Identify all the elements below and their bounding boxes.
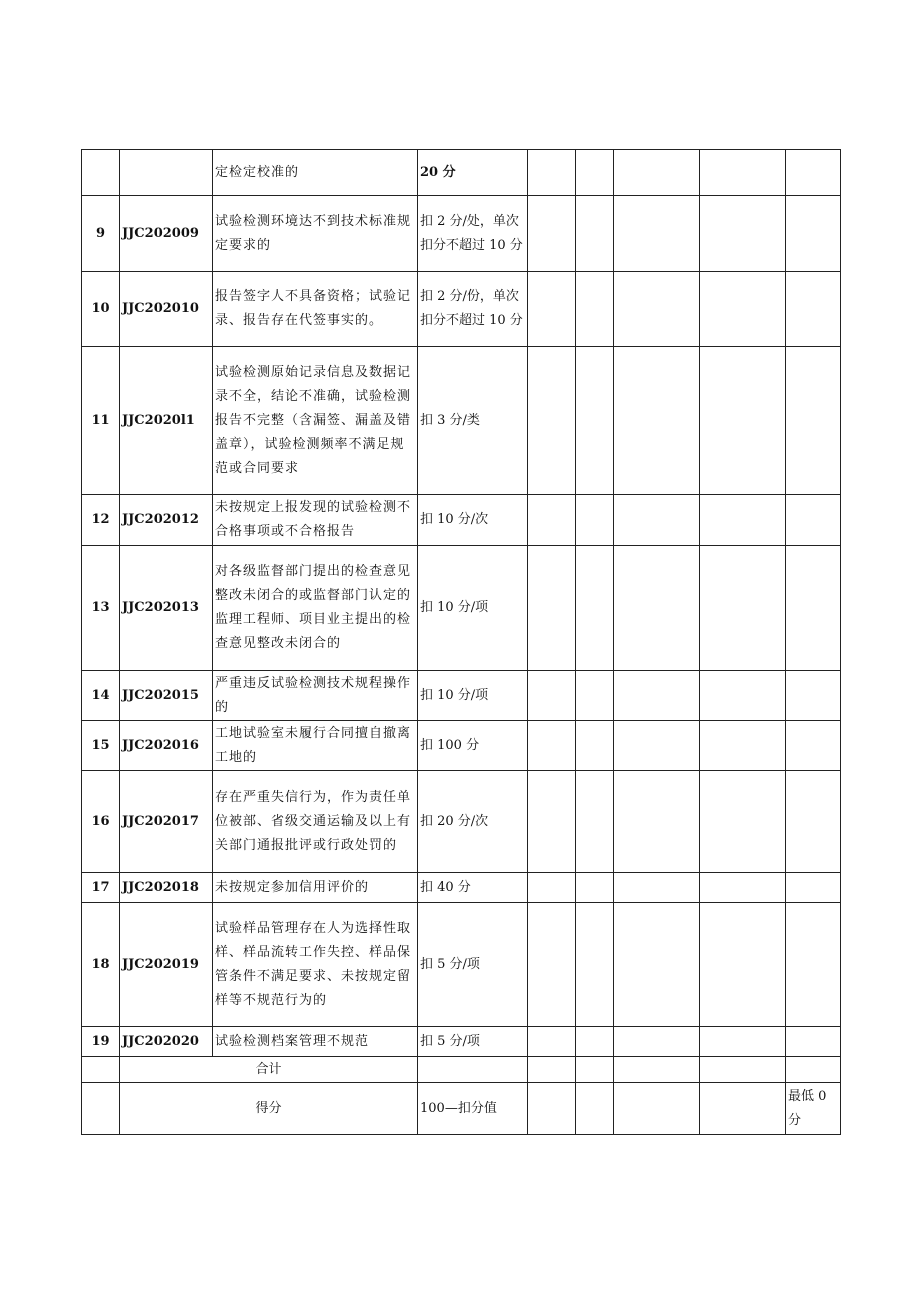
blank-cell xyxy=(418,1057,528,1083)
item-description: 未按规定上报发现的试验检测不合格事项或不合格报告 xyxy=(213,495,418,546)
blank-cell xyxy=(700,1057,786,1083)
blank-cell xyxy=(700,671,786,721)
blank-cell xyxy=(528,347,576,495)
item-code: JJC202015 xyxy=(120,671,213,721)
blank-cell xyxy=(614,150,700,196)
blank-cell xyxy=(786,873,841,903)
blank-cell xyxy=(700,546,786,671)
deduction-rule: 扣 3 分/类 xyxy=(418,347,528,495)
blank-cell xyxy=(528,150,576,196)
row-number: 17 xyxy=(82,873,120,903)
item-code: JJC202010 xyxy=(120,272,213,347)
item-description: 对各级监督部门提出的检查意见整改未闭合的或监督部门认定的监理工程师、项目业主提出的检查意见整改未闭合的 xyxy=(213,546,418,671)
blank-cell xyxy=(700,903,786,1027)
row-number: 11 xyxy=(82,347,120,495)
blank-cell xyxy=(528,1027,576,1057)
deduction-rule: 扣 10 分/项 xyxy=(418,546,528,671)
score-formula: 100—扣分值 xyxy=(418,1083,528,1135)
row-number: 13 xyxy=(82,546,120,671)
table-row xyxy=(82,150,841,196)
blank-cell xyxy=(576,150,614,196)
blank-cell xyxy=(528,546,576,671)
blank-cell xyxy=(786,1057,841,1083)
item-description: 试验检测原始记录信息及数据记录不全，结论不准确，试验检测报告不完整（含漏签、漏盖及错盖章），试验检测频率不满足规范或合同要求 xyxy=(213,347,418,495)
row-number xyxy=(82,150,120,196)
blank-cell xyxy=(700,1027,786,1057)
blank-cell xyxy=(786,1027,841,1057)
blank-cell xyxy=(700,873,786,903)
row-number: 15 xyxy=(82,721,120,771)
blank-cell xyxy=(528,1083,576,1135)
blank-cell xyxy=(576,495,614,546)
item-code: JJC202009 xyxy=(120,196,213,272)
table-row xyxy=(82,873,841,903)
table-row xyxy=(82,546,841,671)
blank-cell xyxy=(528,196,576,272)
blank-cell xyxy=(576,873,614,903)
deduction-rule: 扣 100 分 xyxy=(418,721,528,771)
blank-cell xyxy=(614,1083,700,1135)
item-description: 存在严重失信行为，作为责任单位被部、省级交通运输及以上有关部门通报批评或行政处罚的 xyxy=(213,771,418,873)
table-row xyxy=(82,347,841,495)
table-row xyxy=(82,903,841,1027)
blank-cell xyxy=(700,495,786,546)
deduction-rule: 扣 40 分 xyxy=(418,873,528,903)
deduction-rule: 扣 10 分/项 xyxy=(418,671,528,721)
blank-cell xyxy=(576,671,614,721)
blank-cell xyxy=(528,495,576,546)
item-code: JJC202012 xyxy=(120,495,213,546)
deduction-rule: 扣 5 分/项 xyxy=(418,1027,528,1057)
blank-cell xyxy=(700,272,786,347)
blank-cell xyxy=(614,873,700,903)
table-row xyxy=(82,196,841,272)
blank-cell xyxy=(528,771,576,873)
blank-cell xyxy=(614,495,700,546)
blank-cell xyxy=(576,771,614,873)
score-row xyxy=(82,1083,841,1135)
blank-cell xyxy=(786,903,841,1027)
blank-cell xyxy=(528,903,576,1027)
item-description: 试验检测环境达不到技术标准规定要求的 xyxy=(213,196,418,272)
blank-cell xyxy=(528,671,576,721)
deduction-table xyxy=(81,149,841,1135)
minimum-score-note: 最低 0 分 xyxy=(786,1083,841,1135)
blank-cell xyxy=(614,903,700,1027)
item-code: JJC202013 xyxy=(120,546,213,671)
blank-cell xyxy=(700,1083,786,1135)
blank-cell xyxy=(528,873,576,903)
blank-cell xyxy=(576,1027,614,1057)
blank-cell xyxy=(786,671,841,721)
blank-cell xyxy=(786,495,841,546)
blank-cell xyxy=(528,721,576,771)
blank-cell xyxy=(614,1057,700,1083)
deduction-rule: 20 分 xyxy=(418,150,528,196)
item-description: 试验样品管理存在人为选择性取样、样品流转工作失控、样品保管条件不满足要求、未按规定留样等不规范行为的 xyxy=(213,903,418,1027)
blank-cell xyxy=(786,272,841,347)
blank-cell xyxy=(786,150,841,196)
table-row xyxy=(82,495,841,546)
item-description: 严重违反试验检测技术规程操作的 xyxy=(213,671,418,721)
deduction-rule: 扣 2 分/份，单次扣分不超过 10 分 xyxy=(418,272,528,347)
item-code: JJC202018 xyxy=(120,873,213,903)
blank-cell xyxy=(700,150,786,196)
blank-cell xyxy=(786,546,841,671)
deduction-rule: 扣 20 分/次 xyxy=(418,771,528,873)
blank-cell xyxy=(576,546,614,671)
item-description: 工地试验室未履行合同擅自撤离工地的 xyxy=(213,721,418,771)
blank-cell xyxy=(614,272,700,347)
blank-cell xyxy=(786,347,841,495)
blank-cell xyxy=(576,721,614,771)
table-row xyxy=(82,1027,841,1057)
total-label: 合计 xyxy=(120,1057,418,1083)
blank-cell xyxy=(576,196,614,272)
total-row xyxy=(82,1057,841,1083)
item-description: 报告签字人不具备资格；试验记录、报告存在代签事实的。 xyxy=(213,272,418,347)
item-code: JJC202019 xyxy=(120,903,213,1027)
blank-cell xyxy=(528,1057,576,1083)
table-row xyxy=(82,272,841,347)
item-code: JJC202020 xyxy=(120,1027,213,1057)
deduction-rule: 扣 2 分/处，单次扣分不超过 10 分 xyxy=(418,196,528,272)
blank-cell xyxy=(700,347,786,495)
blank-cell xyxy=(700,721,786,771)
blank-cell xyxy=(576,1083,614,1135)
deduction-rule: 扣 10 分/次 xyxy=(418,495,528,546)
blank-cell xyxy=(576,347,614,495)
blank-cell xyxy=(614,721,700,771)
table-row xyxy=(82,721,841,771)
row-number: 18 xyxy=(82,903,120,1027)
row-number: 9 xyxy=(82,196,120,272)
row-number: 19 xyxy=(82,1027,120,1057)
deduction-rule: 扣 5 分/项 xyxy=(418,903,528,1027)
item-description: 定检定校准的 xyxy=(213,150,418,196)
blank-cell xyxy=(786,196,841,272)
blank-cell xyxy=(614,671,700,721)
row-number: 12 xyxy=(82,495,120,546)
blank-cell xyxy=(528,272,576,347)
blank-cell xyxy=(786,771,841,873)
item-code: JJC202016 xyxy=(120,721,213,771)
score-label: 得分 xyxy=(120,1083,418,1135)
blank-cell xyxy=(576,1057,614,1083)
blank-cell xyxy=(700,771,786,873)
blank-cell xyxy=(614,1027,700,1057)
table-row xyxy=(82,671,841,721)
blank-cell xyxy=(614,196,700,272)
item-code: JJC202017 xyxy=(120,771,213,873)
blank-cell xyxy=(82,1057,120,1083)
item-code: JJC2020l1 xyxy=(120,347,213,495)
blank-cell xyxy=(576,272,614,347)
blank-cell xyxy=(576,903,614,1027)
row-number: 16 xyxy=(82,771,120,873)
blank-cell xyxy=(786,721,841,771)
blank-cell xyxy=(614,347,700,495)
blank-cell xyxy=(82,1083,120,1135)
row-number: 10 xyxy=(82,272,120,347)
item-description: 试验检测档案管理不规范 xyxy=(213,1027,418,1057)
item-description: 未按规定参加信用评价的 xyxy=(213,873,418,903)
row-number: 14 xyxy=(82,671,120,721)
blank-cell xyxy=(614,546,700,671)
item-code xyxy=(120,150,213,196)
blank-cell xyxy=(700,196,786,272)
blank-cell xyxy=(614,771,700,873)
table-row xyxy=(82,771,841,873)
